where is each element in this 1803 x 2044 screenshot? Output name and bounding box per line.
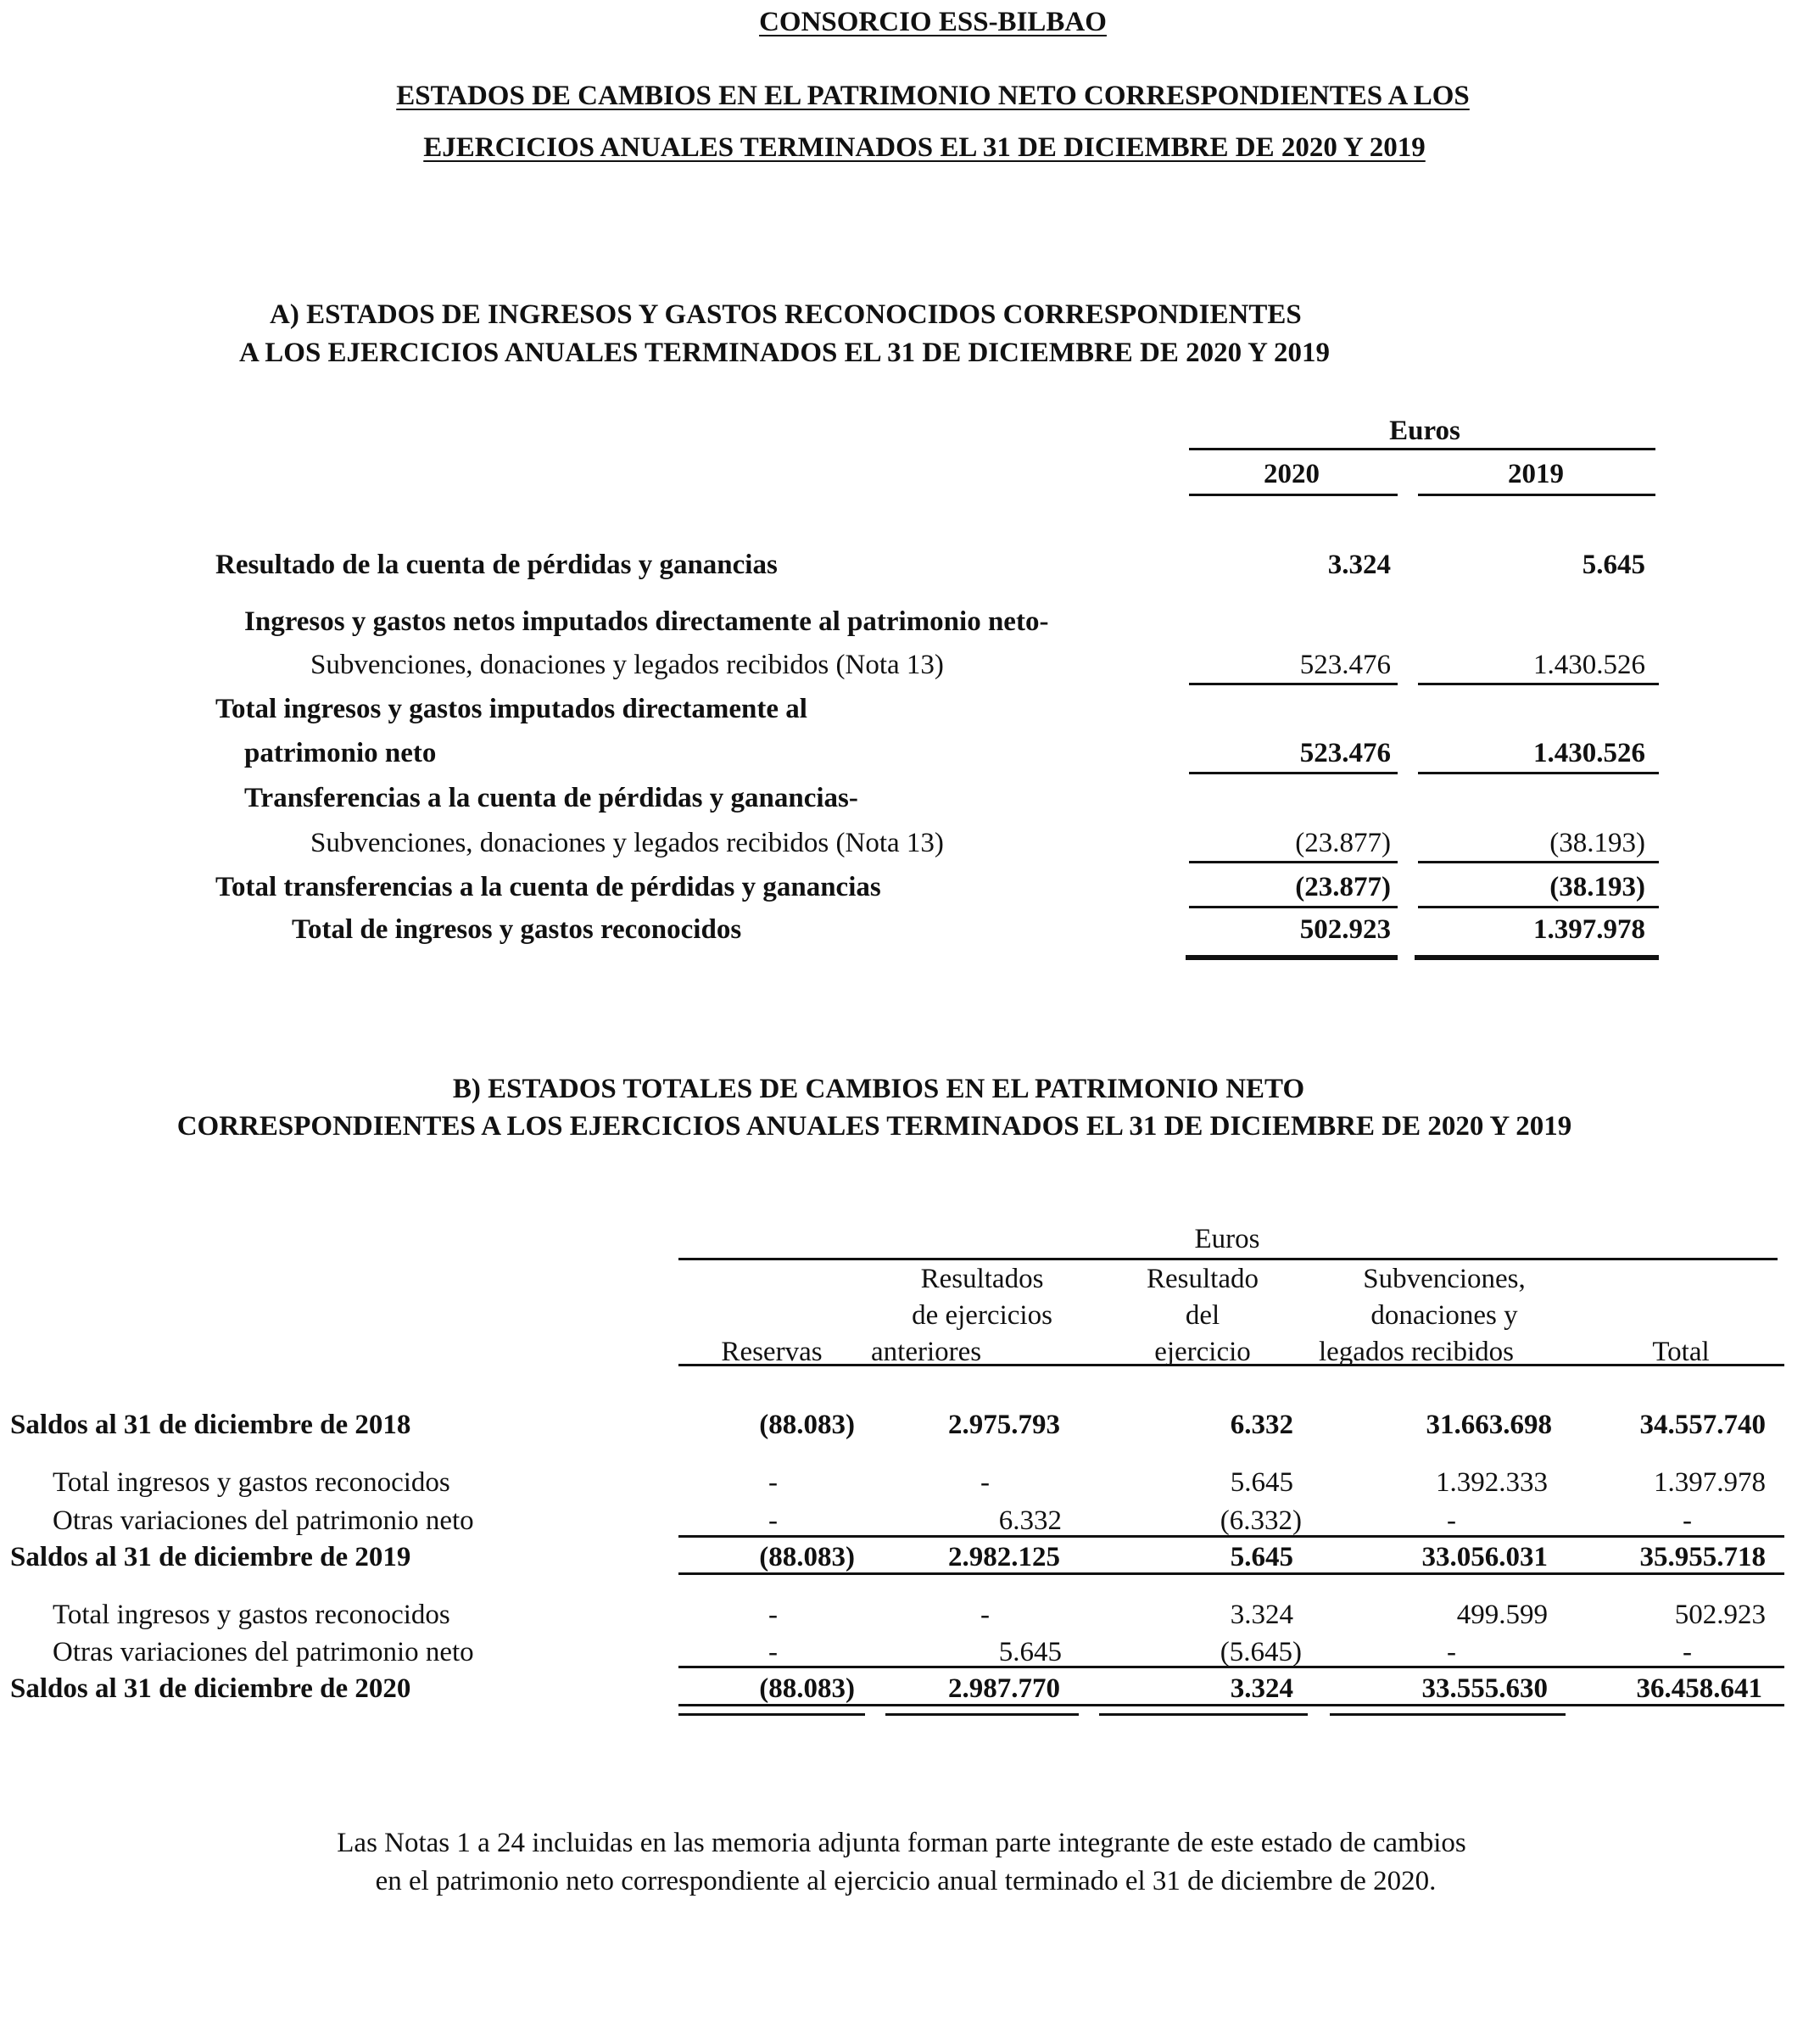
section-a-col-2019: 2019 <box>1508 459 1564 489</box>
footer-note-line2: en el patrimonio neto correspondiente al ejercicio anual terminado el 31 de diciembre de 2020. <box>375 1866 1437 1896</box>
value-2020: 3.324 <box>1327 550 1391 580</box>
subtotal-rule <box>678 1535 1784 1538</box>
row-label: Resultado de la cuenta de pérdidas y ganancias <box>215 550 778 580</box>
value-res-ant: 2.982.125 <box>948 1542 1060 1572</box>
value-2020: 502.923 <box>1299 914 1391 945</box>
subtotal-rule <box>1418 906 1659 908</box>
subtotal-rule <box>1189 906 1398 908</box>
section-a-header-rule <box>1189 448 1655 450</box>
row-label: Saldos al 31 de diciembre de 2019 <box>10 1542 411 1572</box>
value-total: - <box>1683 1505 1692 1536</box>
subtotal-rule <box>678 1572 1784 1575</box>
value-2019: (38.193) <box>1549 828 1645 858</box>
row-label: Transferencias a la cuenta de pérdidas y ganancias- <box>244 783 858 813</box>
row-label: patrimonio neto <box>244 738 437 768</box>
value-subv: 1.392.333 <box>1436 1467 1548 1498</box>
subtotal-rule <box>1189 861 1398 863</box>
section-a-currency-label: Euros <box>1389 416 1460 446</box>
section-b-col-rule <box>678 1364 1784 1366</box>
value-subv: - <box>1447 1505 1456 1536</box>
row-label: Saldos al 31 de diciembre de 2020 <box>10 1673 411 1704</box>
subtotal-rule <box>1189 772 1398 774</box>
value-reservas: (88.083) <box>759 1410 855 1440</box>
section-a-title-line2: A LOS EJERCICIOS ANUALES TERMINADOS EL 31 DE DICIEMBRE DE 2020 Y 2019 <box>239 338 1331 368</box>
value-subv: 499.599 <box>1456 1600 1548 1630</box>
grand-total-double-rule <box>1330 1713 1566 1716</box>
col-header-res-ant: Resultados <box>920 1264 1044 1294</box>
subtotal-rule <box>1418 683 1659 685</box>
footer-note-line1: Las Notas 1 a 24 incluidas en las memoria adjunta forman parte integrante de este estado de cambios <box>337 1828 1466 1858</box>
col-header-subv: donaciones y <box>1370 1300 1518 1331</box>
grand-total-double-rule <box>885 1713 1079 1716</box>
section-a-title-line1: A) ESTADOS DE INGRESOS Y GASTOS RECONOCIDOS CORRESPONDIENTES <box>270 299 1302 330</box>
value-reservas: - <box>768 1600 778 1630</box>
value-2020: 523.476 <box>1299 738 1391 768</box>
subtotal-rule <box>1418 772 1659 774</box>
col-header-total: Total <box>1652 1337 1710 1367</box>
value-res-ej: (6.332) <box>1220 1505 1302 1536</box>
row-label: Total ingresos y gastos reconocidos <box>53 1467 450 1498</box>
grand-total-double-rule <box>678 1713 865 1716</box>
value-total: 36.458.641 <box>1636 1673 1762 1704</box>
grand-total-double-rule <box>1415 955 1659 960</box>
company-name: CONSORCIO ESS-BILBAO <box>759 7 1107 37</box>
value-res-ej: 3.324 <box>1230 1673 1293 1704</box>
value-res-ej: (5.645) <box>1220 1637 1302 1667</box>
document-title-line1: ESTADOS DE CAMBIOS EN EL PATRIMONIO NETO CORRESPONDIENTES A LOS <box>396 81 1470 111</box>
section-b-currency-label: Euros <box>1194 1224 1260 1254</box>
value-2020: (23.877) <box>1295 828 1391 858</box>
value-subv: 33.555.630 <box>1421 1673 1548 1704</box>
row-label: Otras variaciones del patrimonio neto <box>53 1637 474 1667</box>
value-subv: - <box>1447 1637 1456 1667</box>
value-reservas: - <box>768 1467 778 1498</box>
section-b-title-line1: B) ESTADOS TOTALES DE CAMBIOS EN EL PATRIMONIO NETO <box>452 1074 1305 1104</box>
row-label: Ingresos y gastos netos imputados directamente al patrimonio neto- <box>244 606 1049 637</box>
section-a-col-2020: 2020 <box>1264 459 1320 489</box>
value-2019: 1.430.526 <box>1533 650 1645 680</box>
grand-total-double-rule <box>1099 1713 1308 1716</box>
value-res-ej: 3.324 <box>1230 1600 1293 1630</box>
value-total: 1.397.978 <box>1654 1467 1766 1498</box>
value-reservas: - <box>768 1505 778 1536</box>
value-res-ej: 6.332 <box>1230 1410 1293 1440</box>
row-label: Total de ingresos y gastos reconocidos <box>292 914 742 945</box>
value-2019: 1.397.978 <box>1533 914 1645 945</box>
value-subv: 33.056.031 <box>1421 1542 1548 1572</box>
col-header-reservas: Reservas <box>721 1337 823 1367</box>
section-b-header-rule <box>678 1258 1778 1260</box>
value-2019: 5.645 <box>1582 550 1645 580</box>
col-header-res-ant: anteriores <box>871 1337 982 1367</box>
col-header-res-ej: Resultado <box>1147 1264 1259 1294</box>
value-total: 34.557.740 <box>1639 1410 1766 1440</box>
section-a-col-rule <box>1418 494 1655 496</box>
col-header-res-ej: ejercicio <box>1154 1337 1251 1367</box>
row-label: Subvenciones, donaciones y legados recibidos (Nota 13) <box>310 650 944 680</box>
value-2019: 1.430.526 <box>1533 738 1645 768</box>
col-header-res-ant: de ejercicios <box>912 1300 1052 1331</box>
document-title-line2: EJERCICIOS ANUALES TERMINADOS EL 31 DE DICIEMBRE DE 2020 Y 2019 <box>423 132 1426 163</box>
value-2020: (23.877) <box>1295 872 1391 902</box>
value-total: - <box>1683 1637 1692 1667</box>
value-res-ant: 5.645 <box>998 1637 1062 1667</box>
row-label: Saldos al 31 de diciembre de 2018 <box>10 1410 411 1440</box>
value-res-ant: - <box>980 1600 990 1630</box>
value-reservas: (88.083) <box>759 1673 855 1704</box>
col-header-subv: Subvenciones, <box>1363 1264 1526 1294</box>
row-label: Otras variaciones del patrimonio neto <box>53 1505 474 1536</box>
value-total: 35.955.718 <box>1639 1542 1766 1572</box>
value-reservas: (88.083) <box>759 1542 855 1572</box>
total-rule <box>678 1704 1784 1706</box>
value-res-ej: 5.645 <box>1230 1467 1293 1498</box>
subtotal-rule <box>1189 683 1398 685</box>
section-a-col-rule <box>1189 494 1398 496</box>
value-res-ant: - <box>980 1467 990 1498</box>
value-res-ej: 5.645 <box>1230 1542 1293 1572</box>
row-label: Subvenciones, donaciones y legados recibidos (Nota 13) <box>310 828 944 858</box>
row-label: Total ingresos y gastos reconocidos <box>53 1600 450 1630</box>
row-label: Total ingresos y gastos imputados directamente al <box>215 694 807 724</box>
col-header-subv: legados recibidos <box>1318 1337 1515 1367</box>
row-label: Total transferencias a la cuenta de pérdidas y ganancias <box>215 872 881 902</box>
value-subv: 31.663.698 <box>1426 1410 1552 1440</box>
section-b-title-line2: CORRESPONDIENTES A LOS EJERCICIOS ANUALES TERMINADOS EL 31 DE DICIEMBRE DE 2020 Y 2019 <box>176 1111 1572 1142</box>
subtotal-rule <box>1418 861 1659 863</box>
value-reservas: - <box>768 1637 778 1667</box>
value-res-ant: 2.975.793 <box>948 1410 1060 1440</box>
grand-total-double-rule <box>1186 955 1398 960</box>
value-2019: (38.193) <box>1549 872 1645 902</box>
value-total: 502.923 <box>1674 1600 1766 1630</box>
value-2020: 523.476 <box>1299 650 1391 680</box>
subtotal-rule <box>678 1666 1784 1668</box>
value-res-ant: 6.332 <box>998 1505 1062 1536</box>
value-res-ant: 2.987.770 <box>948 1673 1060 1704</box>
col-header-res-ej: del <box>1185 1300 1220 1331</box>
